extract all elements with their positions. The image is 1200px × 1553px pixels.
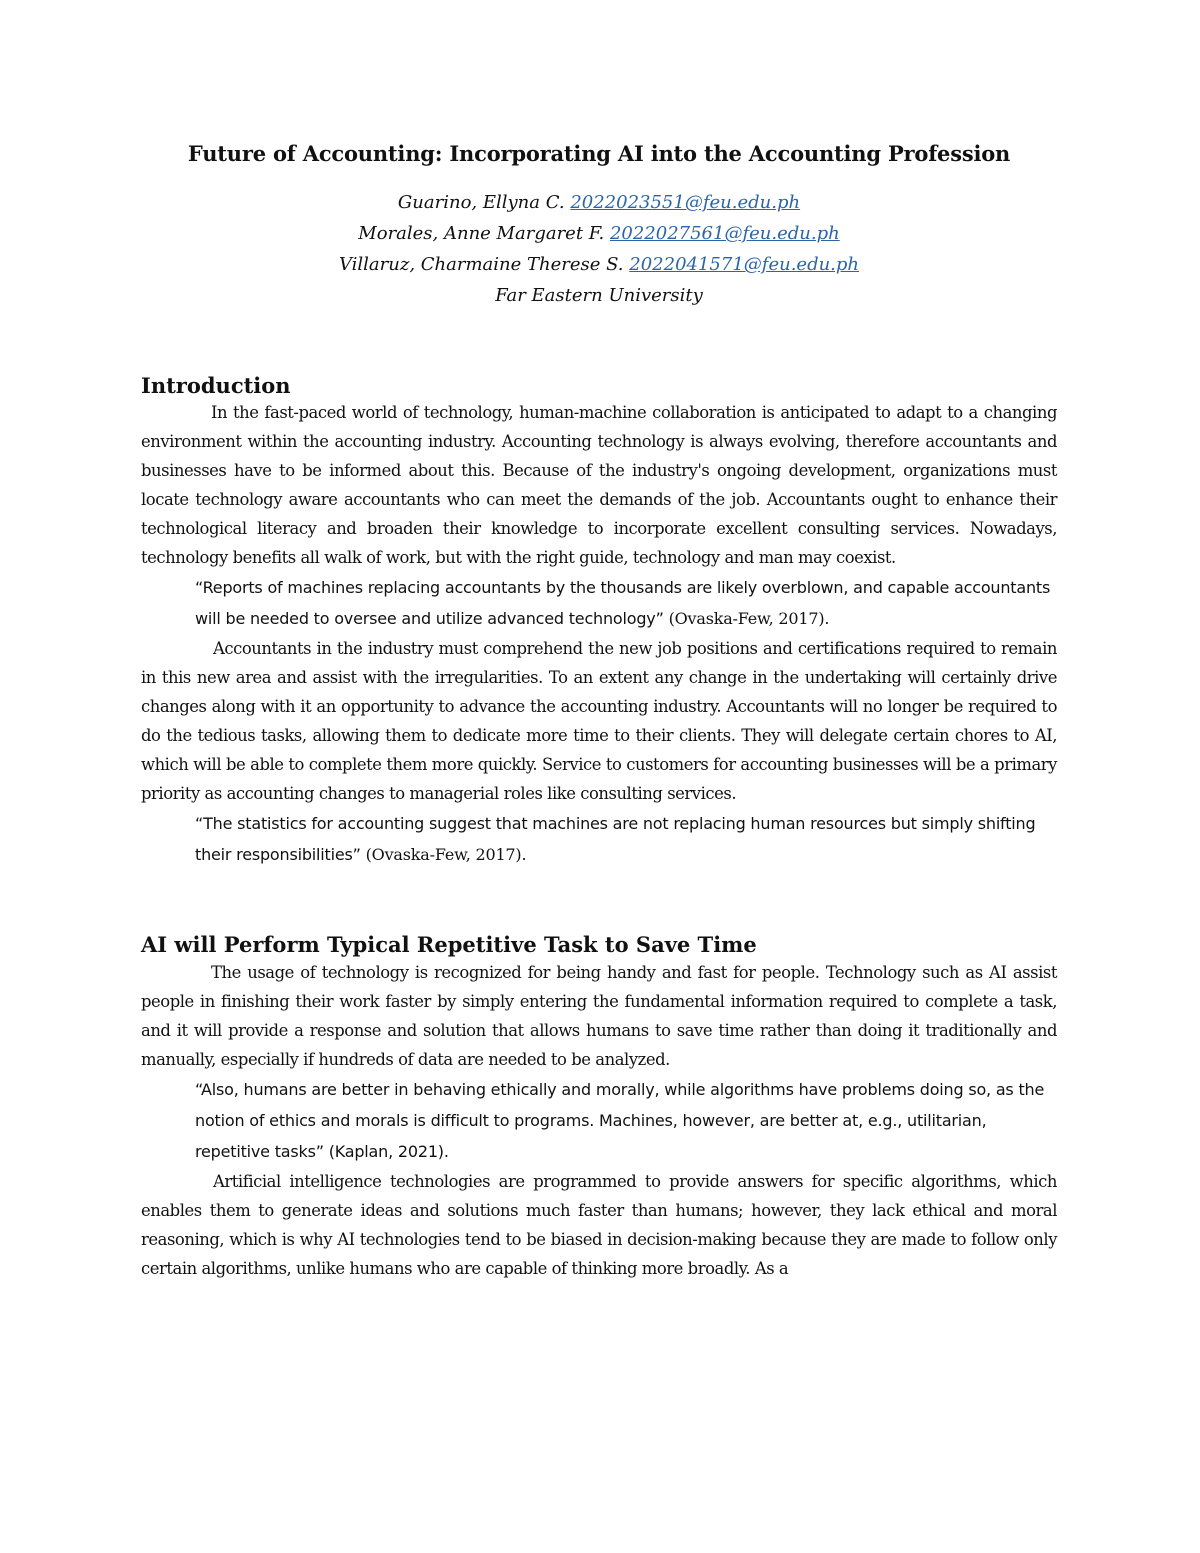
body-paragraph: The usage of technology is recognized for being handy and fast for people. Technology such as AI assist people in finishing their work faster by simply entering the fundamental information required to complete a task, and it will provide a response and solution that allows humans to save time rather than doing it traditionally and manually, especially if hundreds of data are needed to be analyzed. <box>141 962 1057 1069</box>
author-line <box>141 218 1057 249</box>
body-paragraph: In the fast-paced world of technology, human-machine collaboration is anticipated to adapt to a changing environment within the accounting industry. Accounting technology is always evolving, therefore accountants and businesses have to be informed about this. Because of the industry's ongoing development, organizations must locate technology aware accountants who can meet the demands of the job. Accountants ought to enhance their technological literacy and broaden their knowledge to incorporate excellent consulting services. Nowadays, technology benefits all walk of work, but with the right guide, technology and man may coexist. <box>141 403 1057 568</box>
author-email-link[interactable]: 2022041571@feu.edu.ph <box>629 254 860 276</box>
author-name: Guarino, Ellyna C. <box>397 192 565 214</box>
author-line <box>141 249 1057 280</box>
quote-citation: (Ovaska-Few, 2017). <box>668 609 830 629</box>
author-name: Morales, Anne Margaret F. <box>358 223 605 245</box>
block-quote: “Also, humans are better in behaving ethically and morally, while algorithms have problems doing so, as the notion of ethics and morals is difficult to programs. Machines, however, are better at, e.g., utilitarian, repetitive tasks” (Kaplan, 2021). <box>195 1079 1045 1161</box>
author-name: Villaruz, Charmaine Therese S. <box>338 254 624 276</box>
quote-citation: (Ovaska-Few, 2017). <box>365 845 527 865</box>
author-email-link[interactable]: 2022027561@feu.edu.ph <box>609 223 840 245</box>
section-heading-ai-repetitive-task: AI will Perform Typical Repetitive Task to Save Time <box>141 932 757 958</box>
paper-title: Future of Accounting: Incorporating AI into the Accounting Profession <box>187 141 1011 166</box>
block-quote <box>195 808 1057 870</box>
author-line <box>141 187 1057 218</box>
body-paragraph: Accountants in the industry must comprehend the new job positions and certifications required to remain in this new area and assist with the irregularities. To an extent any change in the undertaking will certainly drive changes along with it an opportunity to advance the accounting industry. Accountants will no longer be required to do the tedious tasks, allowing them to dedicate more time to their clients. They will delegate certain chores to AI, which will be able to complete them more quickly. Service to customers for accounting businesses will be a primary priority as accounting changes to managerial roles like consulting services. <box>141 639 1057 804</box>
document-content <box>141 140 1057 1283</box>
author-block <box>141 187 1057 311</box>
block-quote <box>195 572 1057 634</box>
author-email-link[interactable]: 2022023551@feu.edu.ph <box>570 192 801 214</box>
quote-text: “The statistics for accounting suggest that machines are not replacing human resources but simply shifting their responsibilities” <box>195 814 1036 865</box>
section-heading-introduction: Introduction <box>141 373 291 399</box>
body-paragraph: Artificial intelligence technologies are programmed to provide answers for specific algorithms, which enables them to generate ideas and solutions much faster than humans; however, they lack ethical and moral reasoning, which is why AI technologies tend to be biased in decision-making because they are made to follow only certain algorithms, unlike humans who are capable of thinking more broadly. As a <box>141 1171 1057 1278</box>
quote-text: “Reports of machines replacing accountants by the thousands are likely overblown, and capable accountants will be needed to oversee and utilize advanced technology” <box>195 578 1051 629</box>
affiliation: Far Eastern University <box>495 285 703 307</box>
